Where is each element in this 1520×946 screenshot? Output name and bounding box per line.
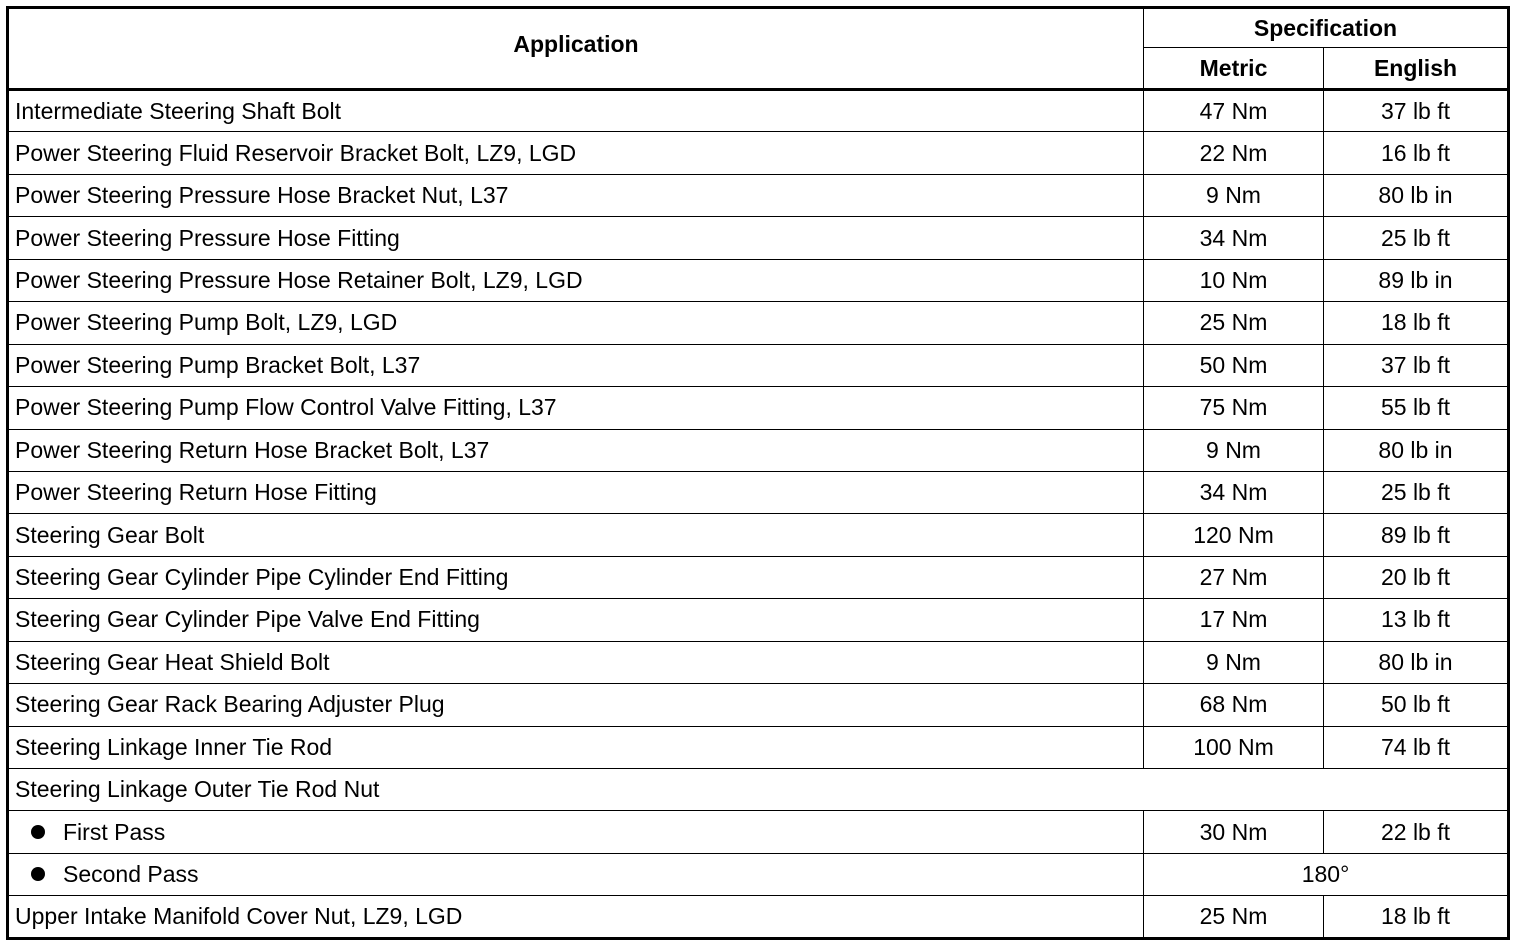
application-cell: Power Steering Return Hose Fitting bbox=[8, 471, 1144, 513]
english-cell: 55 lb ft bbox=[1324, 387, 1509, 429]
metric-cell: 34 Nm bbox=[1144, 471, 1324, 513]
table-row bbox=[8, 302, 1509, 344]
metric-cell: 9 Nm bbox=[1144, 429, 1324, 471]
table-row bbox=[8, 429, 1509, 471]
metric-cell: 25 Nm bbox=[1144, 896, 1324, 939]
second-pass-label: Second Pass bbox=[63, 861, 199, 888]
metric-cell: 22 Nm bbox=[1144, 132, 1324, 174]
english-cell: 50 lb ft bbox=[1324, 684, 1509, 726]
table-row bbox=[8, 259, 1509, 301]
table-body bbox=[8, 90, 1509, 939]
application-cell: Power Steering Return Hose Bracket Bolt, L37 bbox=[8, 429, 1144, 471]
application-cell: Steering Linkage Inner Tie Rod bbox=[8, 726, 1144, 768]
table-row bbox=[8, 90, 1509, 132]
metric-cell: 9 Nm bbox=[1144, 174, 1324, 216]
table-row bbox=[8, 556, 1509, 598]
metric-cell: 100 Nm bbox=[1144, 726, 1324, 768]
application-cell: Steering Gear Bolt bbox=[8, 514, 1144, 556]
application-cell: Upper Intake Manifold Cover Nut, LZ9, LGD bbox=[8, 896, 1144, 939]
application-cell: Power Steering Fluid Reservoir Bracket Bolt, LZ9, LGD bbox=[8, 132, 1144, 174]
application-cell: Steering Gear Cylinder Pipe Valve End Fitting bbox=[8, 599, 1144, 641]
application-cell: Steering Gear Heat Shield Bolt bbox=[8, 641, 1144, 683]
english-cell: 89 lb ft bbox=[1324, 514, 1509, 556]
metric-cell: 10 Nm bbox=[1144, 259, 1324, 301]
table-row bbox=[8, 344, 1509, 386]
table-row bbox=[8, 811, 1509, 853]
english-cell: 25 lb ft bbox=[1324, 217, 1509, 259]
english-cell: 16 lb ft bbox=[1324, 132, 1509, 174]
metric-cell: 34 Nm bbox=[1144, 217, 1324, 259]
application-cell: Steering Linkage Outer Tie Rod Nut bbox=[8, 769, 1509, 811]
metric-cell: 47 Nm bbox=[1144, 90, 1324, 132]
english-cell: 13 lb ft bbox=[1324, 599, 1509, 641]
table-row-group-heading bbox=[8, 769, 1509, 811]
application-cell: Power Steering Pressure Hose Fitting bbox=[8, 217, 1144, 259]
application-header: Application bbox=[8, 8, 1144, 90]
table-row bbox=[8, 641, 1509, 683]
application-subitem-cell bbox=[8, 853, 1144, 895]
english-cell: 80 lb in bbox=[1324, 641, 1509, 683]
application-cell: Power Steering Pressure Hose Retainer Bolt, LZ9, LGD bbox=[8, 259, 1144, 301]
table-row bbox=[8, 684, 1509, 726]
table-row bbox=[8, 853, 1509, 895]
english-cell: 80 lb in bbox=[1324, 429, 1509, 471]
application-cell: Power Steering Pump Flow Control Valve Fitting, L37 bbox=[8, 387, 1144, 429]
table-row bbox=[8, 471, 1509, 513]
application-cell: Intermediate Steering Shaft Bolt bbox=[8, 90, 1144, 132]
english-cell: 18 lb ft bbox=[1324, 302, 1509, 344]
english-header: English bbox=[1324, 48, 1509, 90]
table-row bbox=[8, 174, 1509, 216]
application-cell: Steering Gear Rack Bearing Adjuster Plug bbox=[8, 684, 1144, 726]
metric-cell: 27 Nm bbox=[1144, 556, 1324, 598]
metric-cell: 9 Nm bbox=[1144, 641, 1324, 683]
english-cell: 18 lb ft bbox=[1324, 896, 1509, 939]
specification-header: Specification bbox=[1144, 8, 1509, 48]
application-cell: Power Steering Pump Bolt, LZ9, LGD bbox=[8, 302, 1144, 344]
metric-cell: 50 Nm bbox=[1144, 344, 1324, 386]
metric-cell: 30 Nm bbox=[1144, 811, 1324, 853]
table-row bbox=[8, 726, 1509, 768]
table-row bbox=[8, 387, 1509, 429]
table-header bbox=[8, 8, 1509, 90]
english-cell: 37 lb ft bbox=[1324, 344, 1509, 386]
application-cell: Power Steering Pressure Hose Bracket Nut, L37 bbox=[8, 174, 1144, 216]
bullet-icon bbox=[31, 867, 45, 881]
english-cell: 74 lb ft bbox=[1324, 726, 1509, 768]
metric-cell: 120 Nm bbox=[1144, 514, 1324, 556]
first-pass-label: First Pass bbox=[63, 818, 166, 845]
bullet-icon bbox=[31, 825, 45, 839]
application-subitem-cell bbox=[8, 811, 1144, 853]
table-row bbox=[8, 217, 1509, 259]
english-cell: 89 lb in bbox=[1324, 259, 1509, 301]
application-cell: Power Steering Pump Bracket Bolt, L37 bbox=[8, 344, 1144, 386]
torque-specification-table bbox=[6, 6, 1510, 940]
table-row bbox=[8, 132, 1509, 174]
english-cell: 80 lb in bbox=[1324, 174, 1509, 216]
table-row bbox=[8, 599, 1509, 641]
table-row bbox=[8, 514, 1509, 556]
english-cell: 20 lb ft bbox=[1324, 556, 1509, 598]
metric-cell: 75 Nm bbox=[1144, 387, 1324, 429]
english-cell: 22 lb ft bbox=[1324, 811, 1509, 853]
angle-cell: 180° bbox=[1144, 853, 1509, 895]
application-cell: Steering Gear Cylinder Pipe Cylinder End Fitting bbox=[8, 556, 1144, 598]
metric-cell: 25 Nm bbox=[1144, 302, 1324, 344]
english-cell: 25 lb ft bbox=[1324, 471, 1509, 513]
metric-header: Metric bbox=[1144, 48, 1324, 90]
table-row bbox=[8, 896, 1509, 939]
english-cell: 37 lb ft bbox=[1324, 90, 1509, 132]
metric-cell: 68 Nm bbox=[1144, 684, 1324, 726]
metric-cell: 17 Nm bbox=[1144, 599, 1324, 641]
